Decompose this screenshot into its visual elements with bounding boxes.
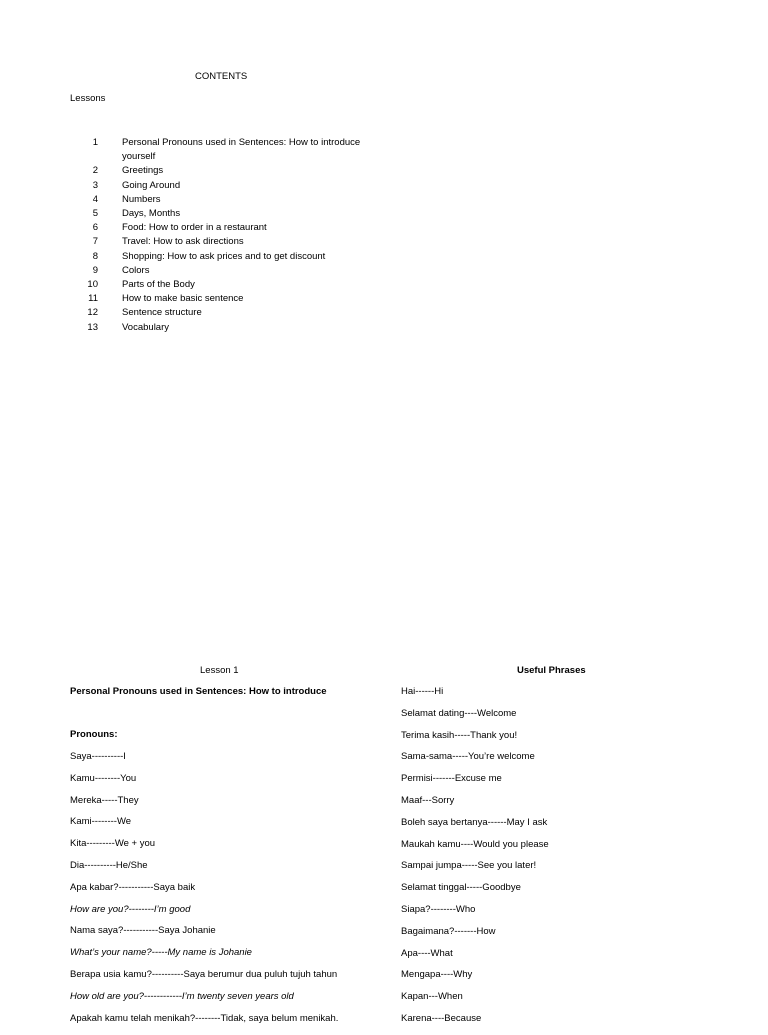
lesson-heading: Lesson 1 <box>200 665 239 676</box>
toc-item-number: 11 <box>88 293 98 305</box>
toc-item-title: Sentence structure <box>122 307 202 319</box>
toc-item-number: 3 <box>92 179 98 191</box>
lesson-line: How old are you?------------I’m twenty seven years old <box>70 990 294 1002</box>
phrase-line: Maukah kamu----Would you please <box>401 838 549 850</box>
toc-item <box>70 264 390 278</box>
toc-item <box>70 221 390 235</box>
phrase-line: Bagaimana?-------How <box>401 925 496 937</box>
lesson-line: What’s your name?-----My name is Johanie <box>70 947 252 959</box>
toc-item-title: Numbers <box>122 193 161 205</box>
phrase-line: Selamat tinggal-----Goodbye <box>401 882 521 894</box>
pronouns-label: Pronouns: <box>70 729 118 740</box>
lesson-subtitle: Personal Pronouns used in Sentences: How to introduce <box>70 686 327 697</box>
toc-item-number: 8 <box>92 250 98 262</box>
toc-item-number: 4 <box>92 193 98 205</box>
toc-item-number: 5 <box>92 208 98 220</box>
lesson-line: Berapa usia kamu?----------Saya berumur dua puluh tujuh tahun <box>70 968 338 980</box>
toc-item-title: Shopping: How to ask prices and to get discount <box>122 250 326 262</box>
phrase-line: Siapa?--------Who <box>401 903 476 915</box>
toc-item-title: Going Around <box>122 179 181 191</box>
lesson-line: Kami--------We <box>70 816 132 828</box>
useful-phrases-list <box>401 686 549 1035</box>
toc-item <box>70 179 390 193</box>
useful-phrases-heading: Useful Phrases <box>517 665 586 676</box>
toc-item <box>70 235 390 249</box>
phrase-line: Apa----What <box>401 947 453 959</box>
toc-item-title: Travel: How to ask directions <box>122 236 244 248</box>
toc-item-number: 2 <box>92 165 98 177</box>
toc-item-title: Colors <box>122 264 150 276</box>
lesson-line: Apakah kamu telah menikah?--------Tidak, saya belum menikah. <box>70 1012 339 1024</box>
lesson-line: Apa kabar?-----------Saya baik <box>70 881 196 893</box>
toc-item-title: Days, Months <box>122 208 181 220</box>
phrase-line: Sama-sama-----You’re welcome <box>401 751 535 763</box>
toc-item-number: 13 <box>87 321 98 333</box>
toc-item-number: 6 <box>92 222 98 234</box>
phrase-line: Boleh saya bertanya------May I ask <box>401 816 548 828</box>
toc-item-number: 7 <box>92 236 98 248</box>
toc-item-number: 10 <box>87 279 98 291</box>
toc-item-number: 12 <box>87 307 98 319</box>
lesson-line: Nama saya?-----------Saya Johanie <box>70 925 216 937</box>
pronoun-list <box>70 751 338 1034</box>
table-of-contents <box>70 136 390 335</box>
toc-item <box>70 278 390 292</box>
phrase-line: Sampai jumpa-----See you later! <box>401 860 537 872</box>
phrase-line: Kapan---When <box>401 991 463 1003</box>
lesson-line: Saya----------I <box>70 751 126 762</box>
phrase-line: Mengapa----Why <box>401 969 473 981</box>
toc-item-title: Vocabulary <box>122 321 170 333</box>
lessons-label: Lessons <box>70 93 106 104</box>
lesson-line: Kita---------We + you <box>70 838 156 850</box>
phrase-line: Selamat dating----Welcome <box>401 707 517 719</box>
lesson-line: Dia----------He/She <box>70 859 148 871</box>
toc-item-title: Greetings <box>122 165 164 177</box>
toc-item <box>70 306 390 320</box>
toc-item-title: Personal Pronouns used in Sentences: How to introduce yourself <box>122 137 361 163</box>
lesson-line: Kamu--------You <box>70 772 137 784</box>
toc-item-title: Food: How to order in a restaurant <box>122 222 267 234</box>
toc-item <box>70 136 390 164</box>
phrase-line: Karena----Because <box>401 1012 482 1024</box>
toc-item-number: 1 <box>92 137 98 148</box>
toc-item <box>70 292 390 306</box>
toc-item <box>70 207 390 221</box>
toc-item-title: How to make basic sentence <box>122 293 244 305</box>
toc-item <box>70 321 390 335</box>
contents-title: CONTENTS <box>195 71 248 82</box>
phrase-line: Terima kasih-----Thank you! <box>401 729 518 741</box>
toc-item-number: 9 <box>92 264 98 276</box>
phrase-line: Hai------Hi <box>401 686 444 697</box>
toc-item <box>70 164 390 178</box>
phrase-line: Maaf---Sorry <box>401 794 455 806</box>
lesson-line: Mereka-----They <box>70 794 139 806</box>
lesson-line: How are you?--------I’m good <box>70 903 191 915</box>
toc-item <box>70 250 390 264</box>
toc-item <box>70 193 390 207</box>
phrase-line: Permisi-------Excuse me <box>401 773 502 785</box>
toc-item-title: Parts of the Body <box>122 279 195 291</box>
